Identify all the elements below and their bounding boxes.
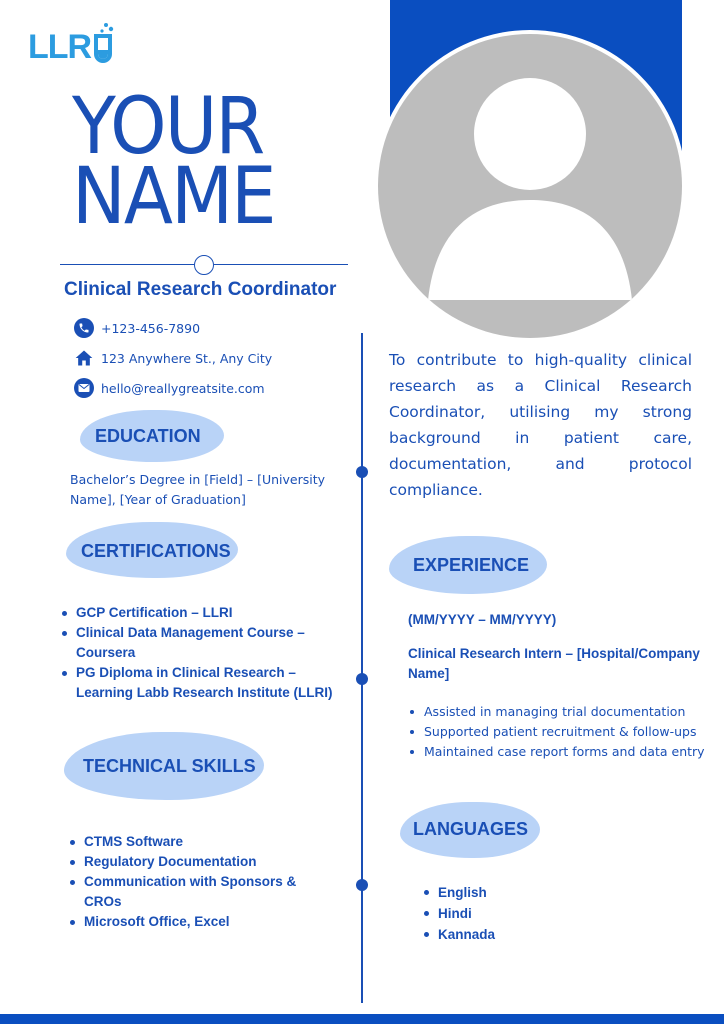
list-item: Communication with Sponsors & CROs — [68, 872, 328, 912]
timeline-line — [361, 333, 363, 1003]
certifications-list — [60, 603, 350, 703]
experience-heading: EXPERIENCE — [413, 555, 530, 575]
phone-text: +123-456-7890 — [101, 320, 201, 336]
experience-dates: (MM/YYYY – MM/YYYY) — [408, 612, 557, 627]
logo-text: LLR — [28, 28, 92, 66]
divider-circle — [194, 255, 214, 275]
name-line-1: YOUR — [72, 82, 264, 172]
mail-icon — [74, 378, 94, 398]
list-item: GCP Certification – LLRI — [60, 603, 350, 623]
education-line-2: Name], [Year of Graduation] — [70, 492, 246, 507]
address-text: 123 Anywhere St., Any City — [101, 350, 273, 366]
technical-skills-list — [68, 832, 328, 932]
footer-bar — [0, 1014, 724, 1024]
list-item: Microsoft Office, Excel — [68, 912, 328, 932]
career-objective: To contribute to high-quality clinical research as a Clinical Research Coordinator, utilising my strong background in patient care, documentation, and protocol compliance. — [389, 351, 692, 499]
home-icon — [74, 348, 94, 368]
contact-email — [74, 378, 265, 398]
logo — [28, 22, 118, 68]
list-item: Assisted in managing trial documentation — [408, 702, 705, 722]
experience-role: Clinical Research Intern – [Hospital/Company Name] — [408, 646, 700, 681]
education-heading: EDUCATION — [95, 426, 201, 446]
timeline-dot — [356, 673, 368, 685]
divider-left — [60, 264, 194, 265]
list-item: Supported patient recruitment & follow-ups — [408, 722, 705, 742]
candidate-name — [72, 82, 292, 242]
education-line-1: Bachelor’s Degree in [Field] – [University — [70, 472, 326, 487]
contact-address — [74, 348, 272, 368]
list-item: Hindi — [422, 903, 495, 924]
technical-skills-heading: TECHNICAL SKILLS — [83, 756, 256, 776]
list-item: Kannada — [422, 924, 495, 945]
name-line-2: NAME — [72, 152, 275, 242]
languages-heading: LANGUAGES — [413, 819, 529, 839]
divider-right — [214, 264, 348, 265]
list-item: PG Diploma in Clinical Research – Learning Labb Research Institute (LLRI) — [60, 663, 350, 703]
flask-icon — [91, 22, 115, 66]
list-item: Maintained case report forms and data entry — [408, 742, 705, 762]
list-item: English — [422, 882, 495, 903]
timeline-dot — [356, 879, 368, 891]
list-item: CTMS Software — [68, 832, 328, 852]
education-text — [70, 470, 350, 510]
list-item: Clinical Data Management Course – Coursera — [60, 623, 350, 663]
certifications-heading: CERTIFICATIONS — [81, 541, 231, 561]
phone-icon — [74, 318, 94, 338]
avatar-placeholder-icon — [374, 30, 686, 342]
list-item: Regulatory Documentation — [68, 852, 328, 872]
email-text: hello@reallygreatsite.com — [101, 380, 265, 396]
job-title: Clinical Research Coordinator — [64, 279, 337, 300]
contact-phone — [74, 318, 200, 338]
experience-list — [408, 702, 705, 762]
languages-list — [422, 882, 495, 945]
timeline-dot — [356, 466, 368, 478]
